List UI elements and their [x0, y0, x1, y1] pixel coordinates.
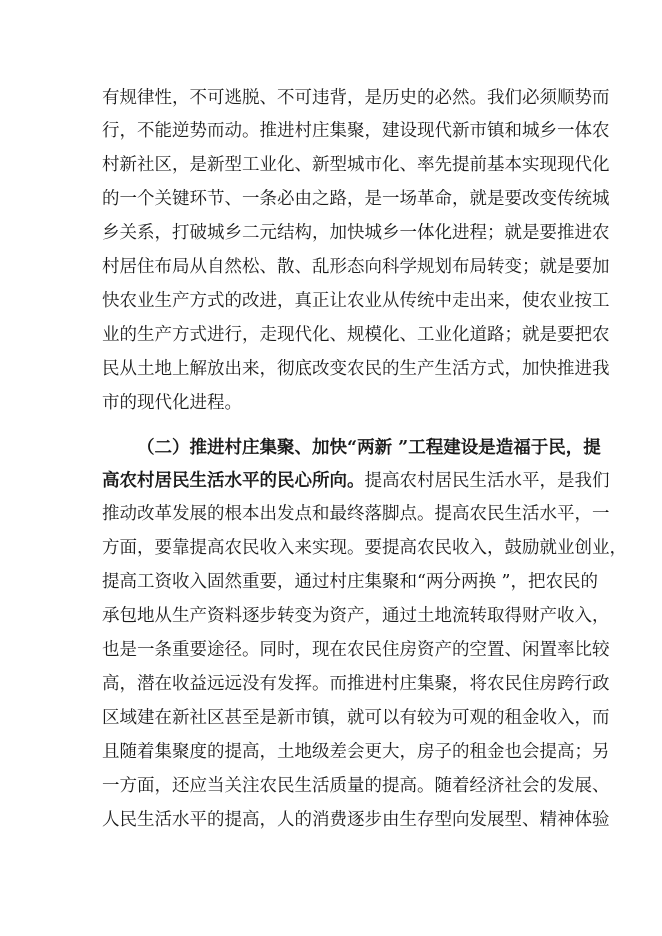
paragraph-line	[102, 469, 610, 493]
paragraph-line: 民从土地上解放出来，彻底改变农民的生产生活方式，加快推进我	[102, 359, 610, 379]
paragraph-line: 高，潜在收益远远没有发挥。而推进村庄集聚，将农民住房跨行政	[102, 674, 610, 694]
paragraph-line: 推动改革发展的根本出发点和最终落脚点。提高农民生活水平，一	[102, 504, 610, 524]
paragraph-line: 且随着集聚度的提高，土地级差会更大，房子的租金也会提高；另	[102, 742, 610, 762]
paragraph-line: 的一个关键环节、一条必由之路，是一场革命，就是要改变传统城	[102, 189, 610, 209]
paragraph-line: 村居住布局从自然松、散、乱形态向科学规划布局转变；就是要加	[102, 257, 610, 277]
paragraph-line: 方面，要靠提高农民收入来实现。要提高农民收入，鼓励就业创业，	[102, 538, 627, 558]
paragraph-line: 业的生产方式进行，走现代化、规模化、工业化道路；就是要把农	[102, 325, 610, 345]
paragraph-line: 一方面，还应当关注农民生活质量的提高。随着经济社会的发展、	[102, 776, 610, 796]
paragraph-line: 承包地从生产资料逐步转变为资产，通过土地流转取得财产收入，	[102, 606, 610, 626]
paragraph-line: 村新社区，是新型工业化、新型城市化、率先提前基本实现现代化	[102, 155, 610, 175]
paragraph-line: 行，不能逆势而动。推进村庄集聚，建设现代新市镇和城乡一体农	[102, 121, 610, 141]
paragraph-line: 市的现代化进程。	[102, 393, 242, 413]
paragraph-line: 提高工资收入固然重要，通过村庄集聚和“两分两换 ”，把农民的	[102, 572, 598, 592]
paragraph-line: 乡关系，打破城乡二元结构，加快城乡一体化进程；就是要推进农	[102, 223, 610, 243]
section-heading: （二）推进村庄集聚、加快“两新 ”工程建设是造福于民，提	[137, 438, 601, 458]
section-heading-continued: 高农村居民生活水平的民心所向。	[102, 471, 365, 491]
paragraph-line: 区域建在新社区甚至是新市镇，就可以有较为可观的租金收入，而	[102, 708, 610, 728]
paragraph-line-rest: 提高农村居民生活水平，是我们	[364, 471, 610, 491]
paragraph-line: 也是一条重要途径。同时，现在农民住房资产的空置、闲置率比较	[102, 640, 610, 660]
paragraph-line: 人民生活水平的提高，人的消费逐步由生存型向发展型、精神体验	[102, 810, 610, 830]
paragraph-line: 有规律性，不可逃脱、不可违背，是历史的必然。我们必须顺势而	[102, 88, 610, 108]
paragraph-line: 快农业生产方式的改进，真正让农业从传统中走出来，使农业按工	[102, 291, 610, 311]
